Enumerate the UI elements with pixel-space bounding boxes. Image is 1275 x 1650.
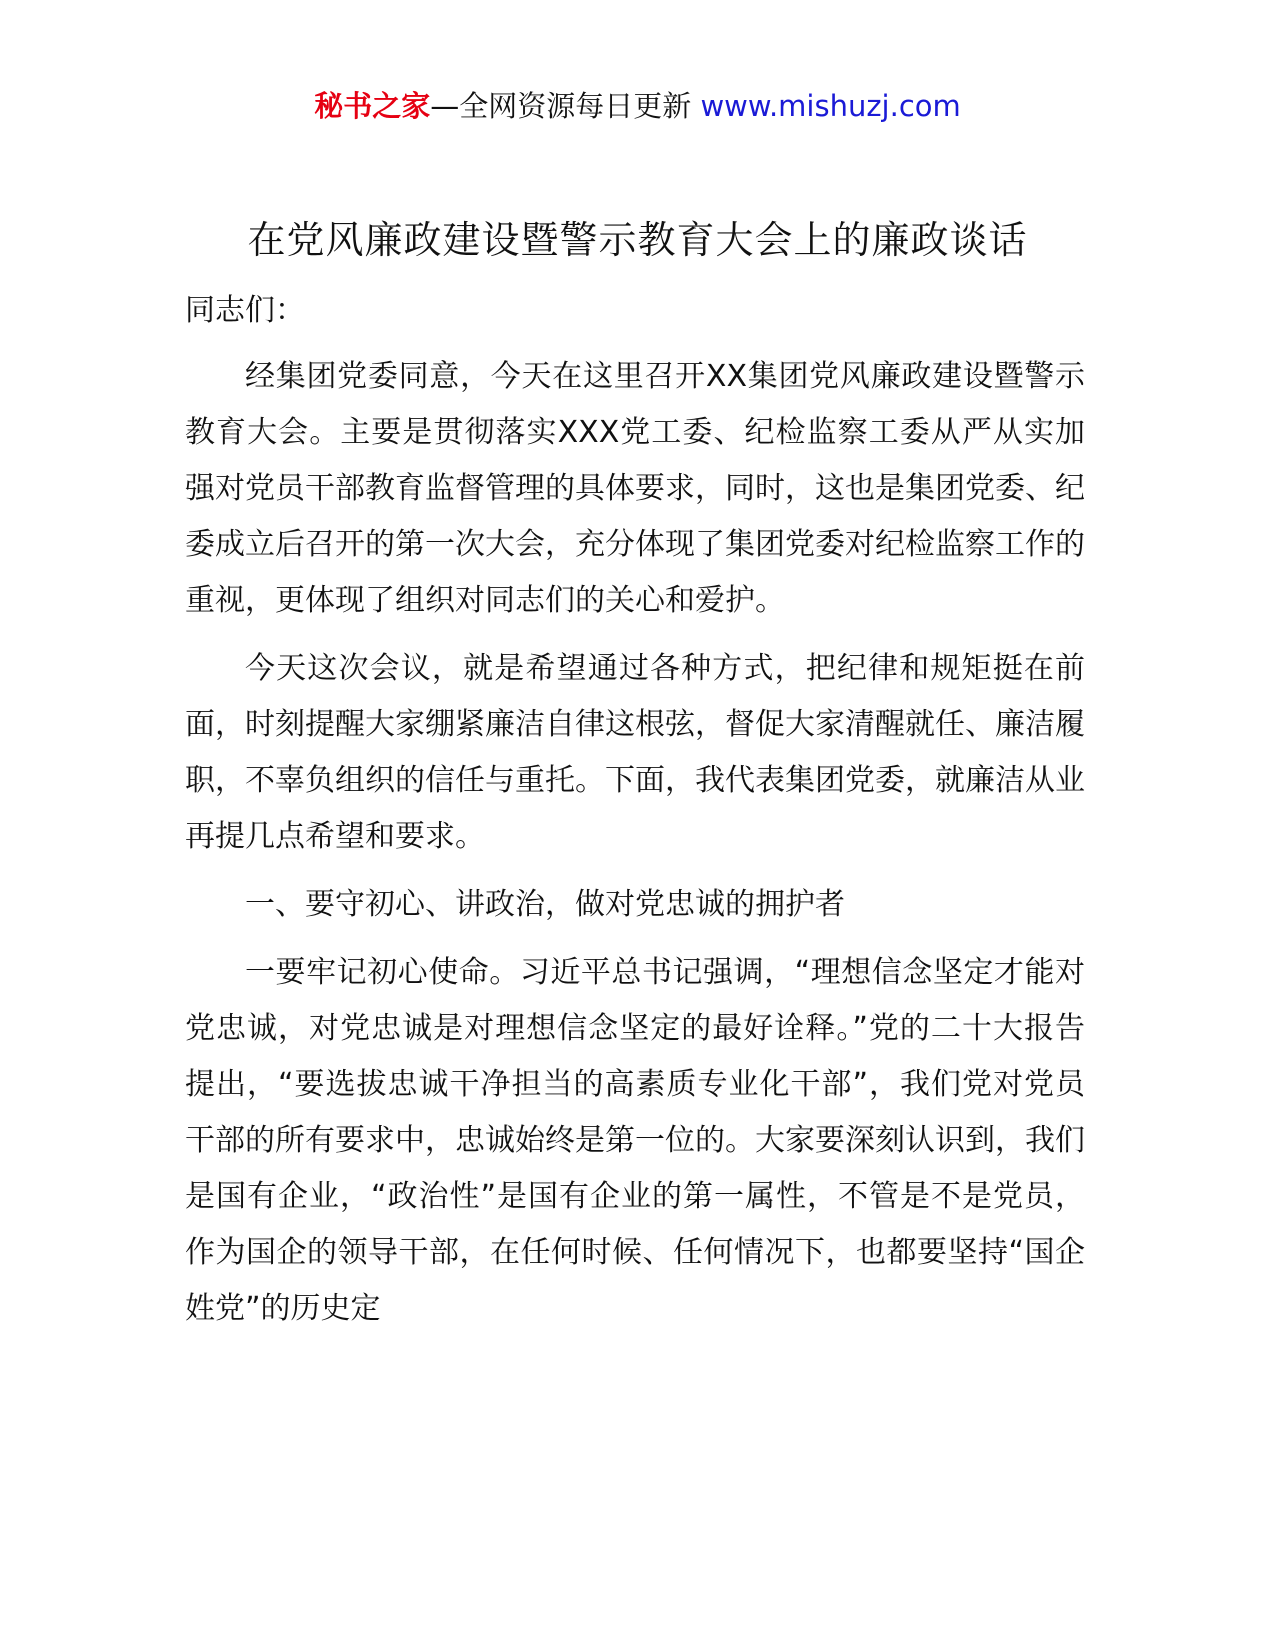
site-slogan: —全网资源每日更新 — [430, 89, 692, 123]
site-brand: 秘书之家 — [314, 89, 431, 123]
section-heading: 一、要守初心、讲政治，做对党忠诚的拥护者 — [245, 887, 845, 922]
paragraph: 一要牢记初心使命。习近平总书记强调，“理想信念坚定才能对党忠诚，对党忠诚是对理想信念坚定的最好诠释。”党的二十大报告提出，“要选拔忠诚干净担当的高素质专业化干部”，我们党对党员干部的所有要求中，忠诚始终是第一位的。大家要深刻认识到，我们是国有企业，“政治性”是国有企业的第一属性，不管是不是党员，作为国企的领导干部，在任何时候、任何情况下，也都要坚持“国企姓党”的历史定 — [185, 955, 1085, 1326]
site-url-link[interactable]: www.mishuzj.com — [700, 89, 961, 123]
salutation: 同志们： — [185, 293, 305, 328]
site-header — [0, 84, 1275, 128]
paragraph: 经集团党委同意，今天在这里召开XX集团党风廉政建设暨警示教育大会。主要是贯彻落实XXX党工委、纪检监察工委从严从实加强对党员干部教育监督管理的具体要求，同时，这也是集团党委、纪委成立后召开的第一次大会，充分体现了集团党委对纪检监察工作的重视，更体现了组织对同志们的关心和爱护。 — [185, 359, 1085, 618]
document-title: 在党风廉政建设暨警示教育大会上的廉政谈话 — [247, 218, 1028, 262]
document-body — [185, 283, 1085, 1349]
paragraph: 今天这次会议，就是希望通过各种方式，把纪律和规矩挺在前面，时刻提醒大家绷紧廉洁自律这根弦，督促大家清醒就任、廉洁履职，不辜负组织的信任与重托。下面，我代表集团党委，就廉洁从业再提几点希望和要求。 — [185, 651, 1085, 854]
